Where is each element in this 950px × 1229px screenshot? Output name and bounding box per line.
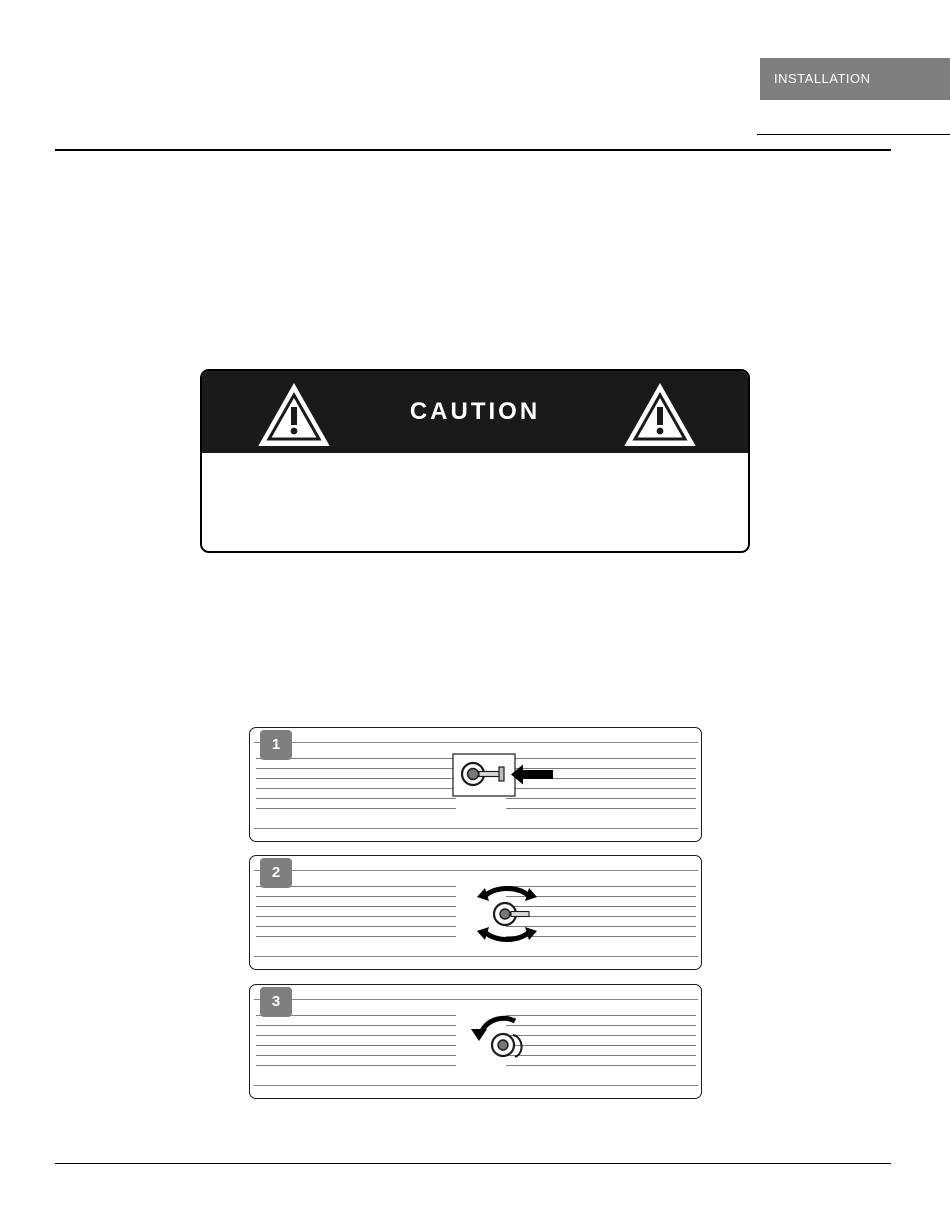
louver-slats-left [256,754,456,820]
figure-step-badge: 3 [260,987,292,1017]
figure-step-badge: 2 [260,858,292,888]
header-section-tab-label: INSTALLATION [774,71,871,86]
caution-callout-box [200,369,750,553]
figure-step-1 [249,727,702,842]
mid-text-block [57,575,893,586]
screw-rotate-both-icon [445,874,575,954]
footer-divider [55,1163,891,1164]
screw-rotate-left-icon [445,1003,575,1083]
caution-body-text [202,453,748,469]
louver-panel [249,727,702,842]
figure-step-2 [249,855,702,970]
header-section-tab [760,58,950,100]
louver-panel [249,984,702,1099]
panel-top-edge [254,870,698,871]
figure-step-3 [249,984,702,1099]
warning-triangle-icon [258,383,330,447]
panel-bottom-edge [254,828,698,829]
screw-insert-arrow-icon [445,746,575,826]
caution-title: CAUTION [409,398,541,425]
header-sub-rule [757,134,950,135]
header-divider [55,149,891,151]
louver-slats-left [256,882,456,948]
warning-triangle-icon-right [624,383,696,447]
caution-header-bar [202,371,748,453]
louver-panel [249,855,702,970]
intro-text-block [57,180,893,191]
panel-bottom-edge [254,956,698,957]
panel-bottom-edge [254,1085,698,1086]
louver-slats-left [256,1011,456,1077]
panel-top-edge [254,999,698,1000]
panel-top-edge [254,742,698,743]
figure-step-badge: 1 [260,730,292,760]
